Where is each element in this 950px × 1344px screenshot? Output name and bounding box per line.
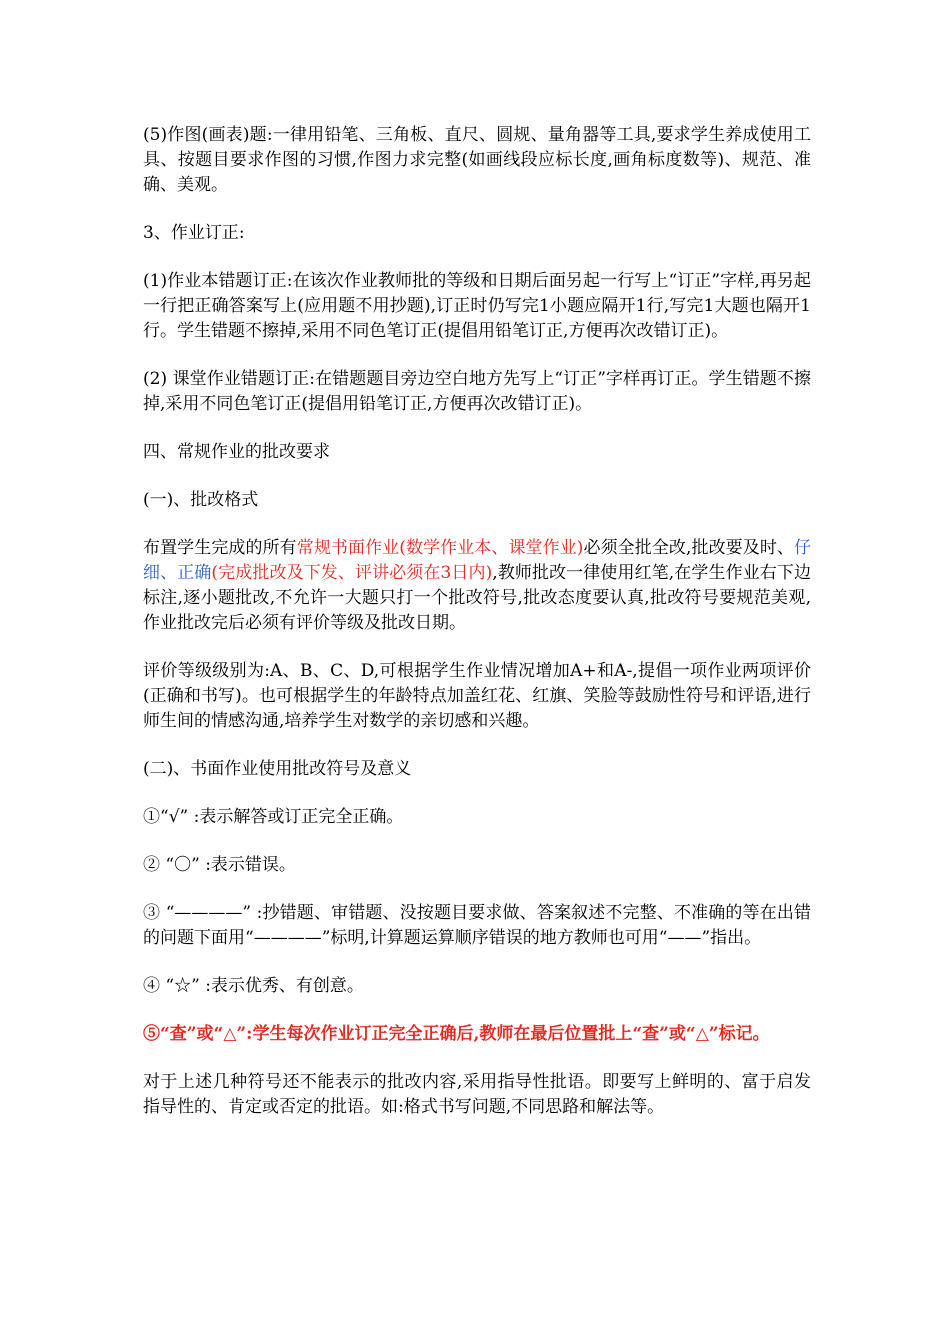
symbol-star-item: ④ “☆” :表示优秀、有创意。: [143, 976, 364, 996]
evaluation-levels-paragraph: 评价等级级别为:A、B、C、D,可根据学生作业情况增加A+和A-,提倡一项作业两项评价(正确和书写)。也可根据学生的年龄特点加盖红花、红旗、笑脸等鼓励性符号和评语,进行师生间的情感沟通,培养学生对数学的亲切感和兴趣。: [143, 661, 811, 731]
grading-format-heading: (一)、批改格式: [143, 490, 259, 510]
symbol-underline-item: ③ “————” :抄错题、审错题、没按题目要求做、答案叙述不完整、不准确的等在出错的问题下面用“————”标明,计算题运算顺序错误的地方教师也可用“——”指出。: [143, 903, 811, 948]
grading-text-part6: ,教师批改一律使用红笔,在学生作业右下边标注,逐小题批改,不允许一大题只打一个批改符号,批改态度要认真,批改符号要规范美观,作业批改完后必须有评价等级及批改日期。: [143, 563, 812, 633]
grading-text-part1: 布置学生完成的所有: [143, 538, 297, 558]
workbook-correction-paragraph: (1)作业本错题订正:在该次作业教师批的等级和日期后面另起一行写上“订正”字样,再另起一行把正确答案写上(应用题不用抄题),订正时仍写完1小题应隔开1行,写完1大题也隔开1行。学生错题不擦掉,采用不同色笔订正(提倡用铅笔订正,方便再次改错订正)。: [143, 271, 811, 341]
homework-correction-heading: 3、作业订正:: [143, 223, 245, 243]
symbol-check-mark-item: ⑤“查”或“△”:学生每次作业订正完全正确后,教师在最后位置批上“查”或“△”标记。: [143, 1024, 770, 1044]
guiding-comments-paragraph: 对于上述几种符号还不能表示的批改内容,采用指导性批语。即要写上鲜明的、富于启发指导性的、肯定或否定的批语。如:格式书写问题,不同思路和解法等。: [143, 1072, 811, 1117]
classwork-correction-paragraph: (2) 课堂作业错题订正:在错题题目旁边空白地方先写上“订正”字样再订正。学生错题不擦掉,采用不同色笔订正(提倡用铅笔订正,方便再次改错订正)。: [143, 369, 811, 414]
symbol-check-item: ①“√” :表示解答或订正完全正确。: [143, 807, 404, 827]
marking-symbols-heading: (二)、书面作业使用批改符号及意义: [143, 759, 412, 779]
grading-text-red-highlight-1: 常规书面作业(数学作业本、课堂作业): [296, 538, 584, 558]
document-page: [143, 123, 811, 1143]
section-four-heading: 四、常规作业的批改要求: [143, 442, 330, 462]
grading-format-paragraph: [143, 536, 811, 636]
grading-text-blue-highlight: 仔细、正确: [143, 538, 812, 583]
symbol-circle-item: ② “〇” :表示错误。: [143, 855, 296, 875]
grading-text-part3: 必须全批全改,批改要及时、: [583, 538, 795, 558]
drawing-question-paragraph: (5)作图(画表)题:一律用铅笔、三角板、直尺、圆规、量角器等工具,要求学生养成使用工具、按题目要求作图的习惯,作图力求完整(如画线段应标长度,画角标度数等)、规范、准确、美观。: [143, 125, 811, 195]
grading-text-red-highlight-2: (完成批改及下发、评讲必须在3日内): [211, 563, 493, 583]
